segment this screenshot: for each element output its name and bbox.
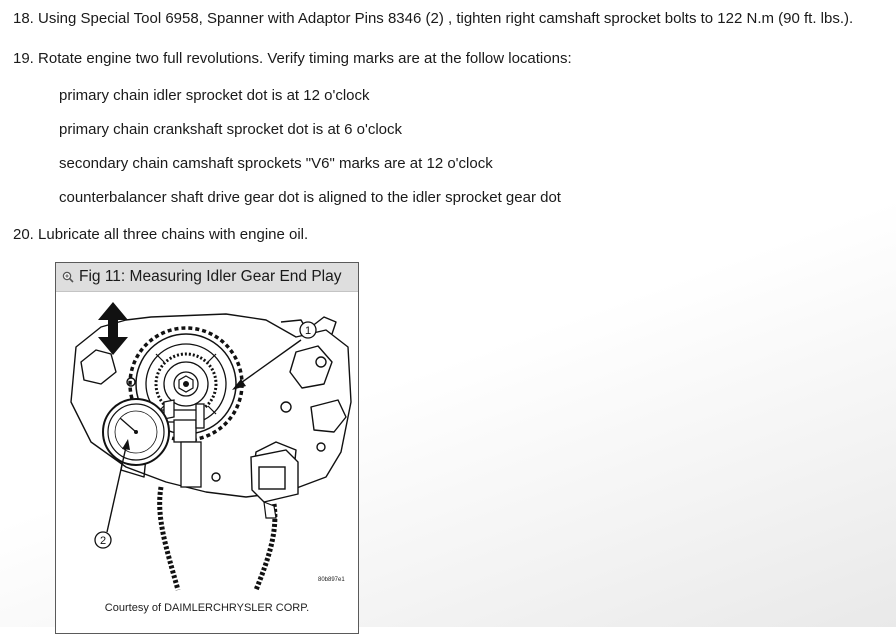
timing-mark-item: counterbalancer shaft drive gear dot is aligned to the idler sprocket gear dot bbox=[59, 189, 561, 206]
callout-2: 2 bbox=[99, 535, 107, 547]
zoom-icon[interactable] bbox=[62, 271, 74, 283]
figure-panel bbox=[55, 262, 359, 634]
figure-title: Fig 11: Measuring Idler Gear End Play bbox=[79, 268, 342, 285]
step-19: 19. Rotate engine two full revolutions. Verify timing marks are at the follow locations: bbox=[13, 50, 572, 67]
figure-credit: Courtesy of DAIMLERCHRYSLER CORP. bbox=[104, 602, 310, 614]
engine-diagram bbox=[56, 292, 358, 592]
step-18: 18. Using Special Tool 6958, Spanner with Adaptor Pins 8346 (2) , tighten right camshaft sprocket bolts to 122 N.m (90 ft. lbs.). bbox=[13, 10, 854, 27]
timing-mark-item: secondary chain camshaft sprockets "V6" marks are at 12 o'clock bbox=[59, 155, 493, 172]
timing-mark-item: primary chain crankshaft sprocket dot is at 6 o'clock bbox=[59, 121, 403, 138]
figure-header[interactable] bbox=[56, 263, 358, 292]
callout-1: 1 bbox=[304, 325, 312, 337]
figure-code: 80b897e1 bbox=[318, 577, 345, 583]
timing-mark-item: primary chain idler sprocket dot is at 12 o'clock bbox=[59, 87, 370, 104]
step-20: 20. Lubricate all three chains with engine oil. bbox=[13, 226, 309, 243]
